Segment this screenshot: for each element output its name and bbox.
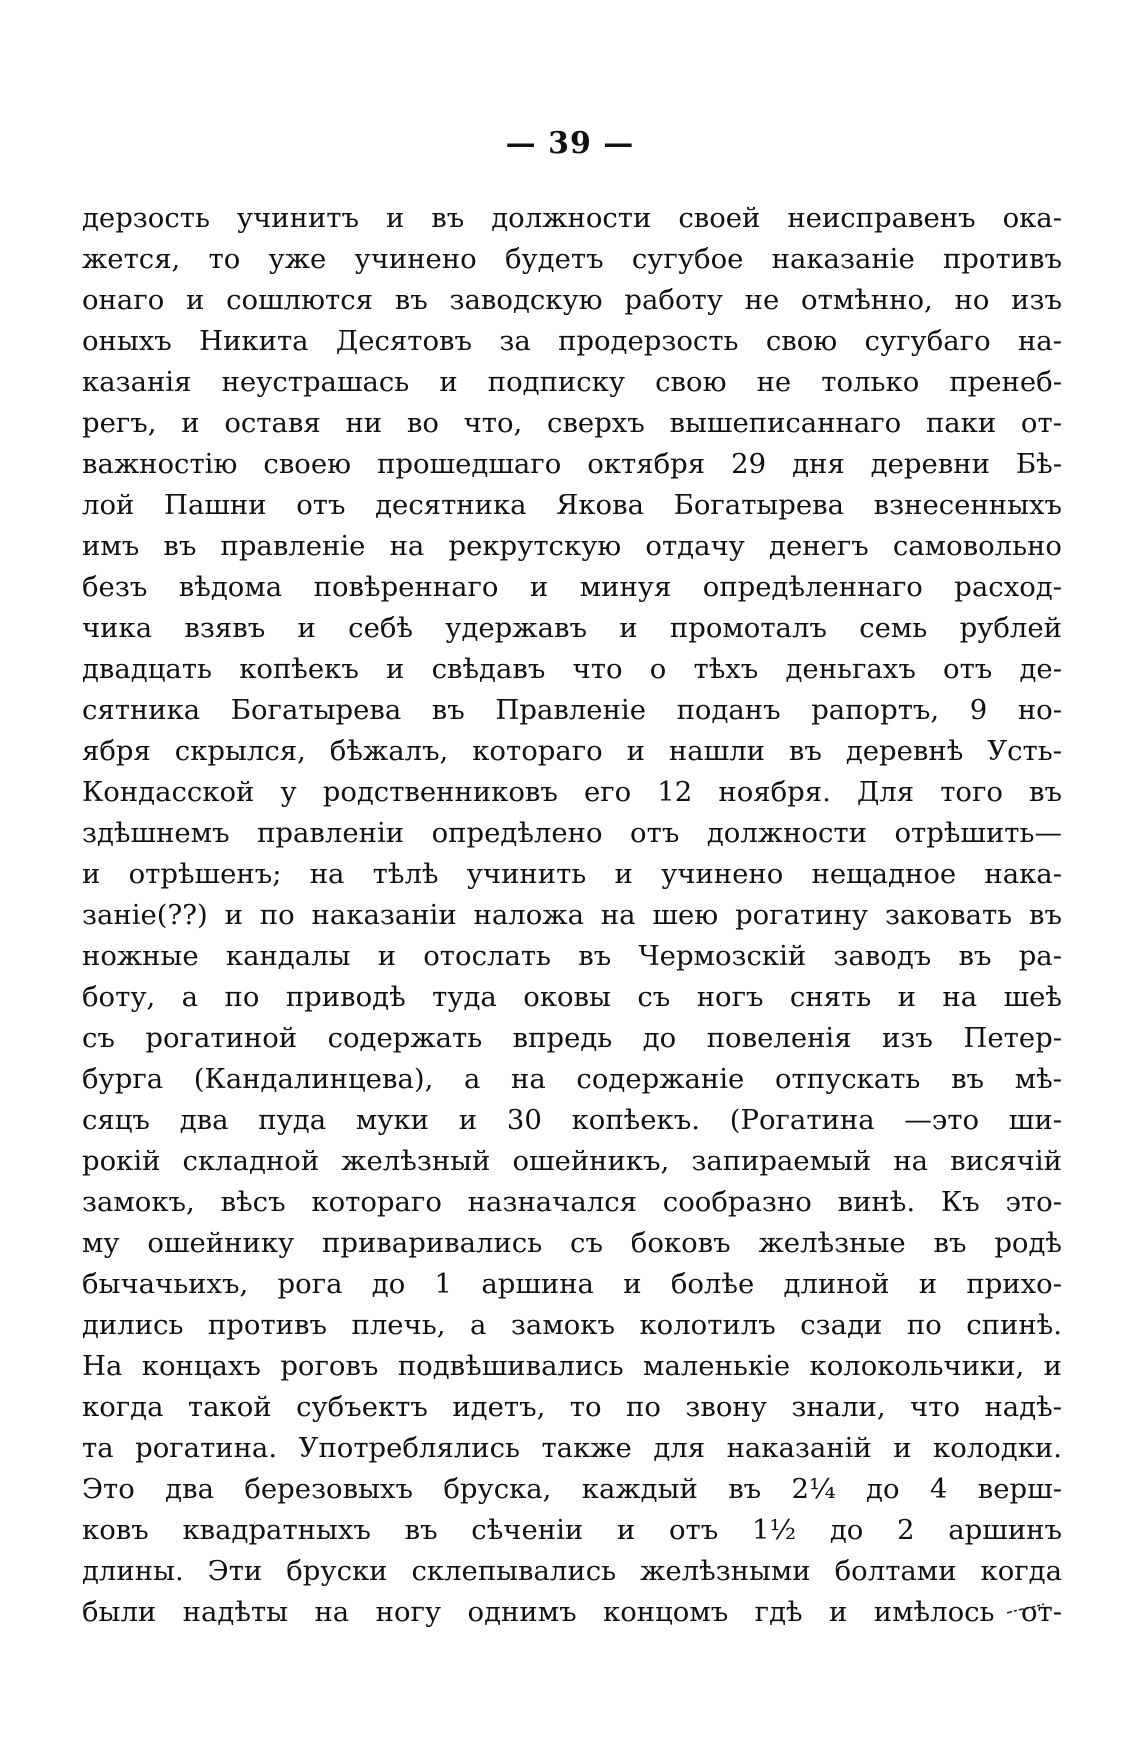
text-line: ября скрылся, бѣжалъ, котораго и нашли въ деревнѣ Усть-: [82, 735, 1062, 767]
text-line: важностію своею прошедшаго октября 29 дня деревни Бѣ-: [82, 448, 1062, 480]
page-number: — 39 —: [505, 126, 635, 161]
text-line: боту, а по приводѣ туда оковы съ ногъ снять и на шеѣ: [82, 981, 1062, 1013]
text-line: ковъ квадратныхъ въ сѣченіи и отъ 1½ до 2 аршинъ: [82, 1514, 1062, 1546]
text-line: заніе(??) и по наказаніи наложа на шею рогатину заковать въ: [82, 899, 1062, 931]
text-line: здѣшнемъ правленіи опредѣлено отъ должности отрѣшить—: [82, 817, 1062, 849]
text-line: Это два березовыхъ бруска, каждый въ 2¼ до 4 верш-: [82, 1473, 1062, 1505]
stray-ink-mark: [1006, 1603, 1046, 1615]
text-line: Кондасской у родственниковъ его 12 ноября. Для того въ: [82, 776, 1062, 808]
text-line: лой Пашни отъ десятника Якова Богатырева взнесенныхъ: [82, 489, 1062, 521]
text-line: сятника Богатырева въ Правленіе поданъ рапортъ, 9 но-: [82, 694, 1062, 726]
text-line: чика взявъ и себѣ удержавъ и промоталъ семь рублей: [82, 612, 1062, 644]
text-line: были надѣты на ногу однимъ концомъ гдѣ и имѣлось от-: [82, 1596, 1062, 1628]
text-line: имъ въ правленіе на рекрутскую отдачу денегъ самовольно: [82, 530, 1062, 562]
text-line: бычачьихъ, рога до 1 аршина и болѣе длиной и прихо-: [82, 1268, 1062, 1300]
text-line: регъ, и оставя ни во что, сверхъ вышеписаннаго паки от-: [82, 407, 1062, 439]
text-line: когда такой субъектъ идетъ, то по звону знали, что надѣ-: [82, 1391, 1062, 1423]
text-line: дерзость учинитъ и въ должности своей неисправенъ ока-: [82, 202, 1062, 234]
text-line: оныхъ Никита Десятовъ за продерзость свою сугубаго на-: [82, 325, 1062, 357]
text-line: онаго и сошлются въ заводскую работу не отмѣнно, но изъ: [82, 284, 1062, 316]
text-line: жется, то уже учинено будетъ сугубое наказаніе противъ: [82, 243, 1062, 275]
text-line: ножные кандалы и отослать въ Чермозскій заводъ въ ра-: [82, 940, 1062, 972]
text-line: му ошейнику приваривались съ боковъ желѣзные въ родѣ: [82, 1227, 1062, 1259]
text-line: безъ вѣдома повѣреннаго и минуя опредѣленнаго расход-: [82, 571, 1062, 603]
text-line: На концахъ роговъ подвѣшивались маленькіе колокольчики, и: [82, 1350, 1062, 1382]
text-line: съ рогатиной содержать впредь до повеленія изъ Петер-: [82, 1022, 1062, 1054]
page-body-text: [82, 198, 1062, 1633]
text-line: дились противъ плечь, а замокъ колотилъ сзади по спинѣ.: [82, 1309, 1062, 1341]
text-line: и отрѣшенъ; на тѣлѣ учинить и учинено нещадное нака-: [82, 858, 1062, 890]
text-line: рокій складной желѣзный ошейникъ, запираемый на висячій: [82, 1145, 1062, 1177]
text-line: та рогатина. Употреблялись также для наказаній и колодки.: [82, 1432, 1062, 1464]
text-line: замокъ, вѣсъ котораго назначался сообразно винѣ. Къ это-: [82, 1186, 1062, 1218]
text-line: двадцать копѣекъ и свѣдавъ что о тѣхъ деньгахъ отъ де-: [82, 653, 1062, 685]
text-line: сяцъ два пуда муки и 30 копѣекъ. (Рогатина —это ши-: [82, 1104, 1062, 1136]
text-line: казанія неустрашась и подписку свою не только пренеб-: [82, 366, 1062, 398]
text-line: бурга (Кандалинцева), а на содержаніе отпускать въ мѣ-: [82, 1063, 1062, 1095]
text-line: длины. Эти бруски склепывались желѣзными болтами когда: [82, 1555, 1062, 1587]
